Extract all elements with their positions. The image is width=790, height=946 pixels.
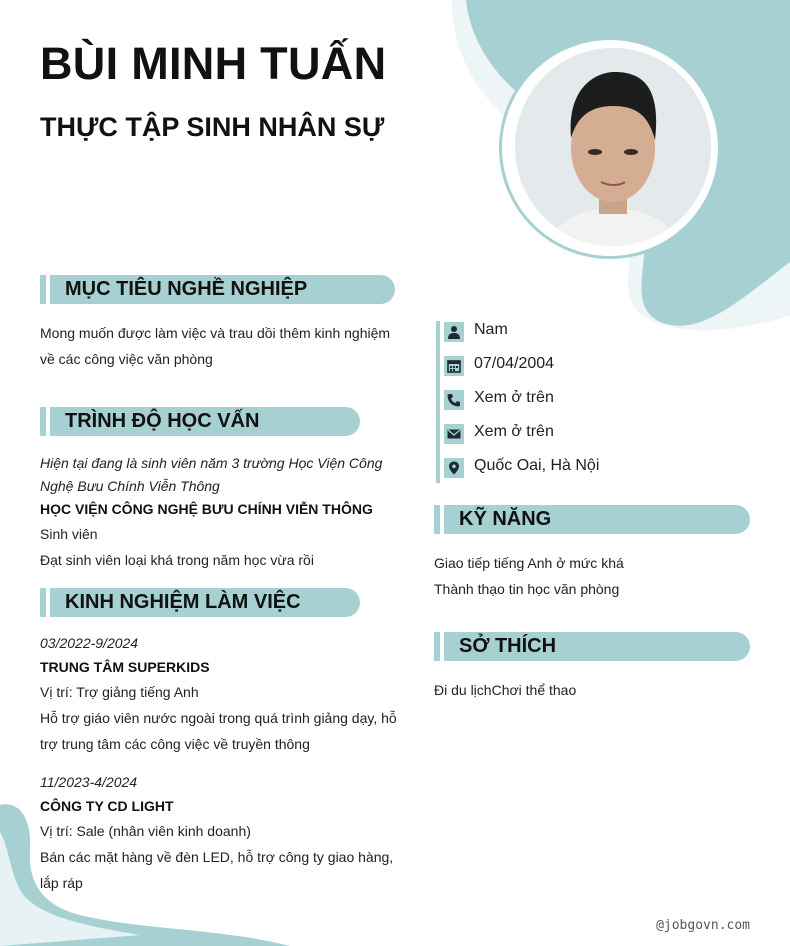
watermark: @jobgovn.com <box>656 918 750 933</box>
job-2-desc-line-1: Bán các mặt hàng về đèn LED, hỗ trợ công ty giao hàng, <box>40 849 394 865</box>
job-1-desc-line-1: Hỗ trợ giáo viên nước ngoài trong quá trình giảng dạy, hỗ <box>40 710 397 726</box>
education-note-line-1: Hiện tại đang là sinh viên năm 3 trường Học Viện Công <box>40 455 383 471</box>
section-header-experience <box>40 588 360 617</box>
phone-icon <box>444 390 464 410</box>
skills-heading: KỸ NĂNG <box>459 508 552 530</box>
job-2-desc-line-2: lắp ráp <box>40 875 83 891</box>
section-header-hobbies <box>434 632 750 661</box>
job-2-period: 11/2023-4/2024 <box>40 774 138 790</box>
skill-item-2: Thành thạo tin học văn phòng <box>434 581 620 597</box>
job-1-role: Vị trí: Trợ giảng tiếng Anh <box>40 684 199 700</box>
education-status: Sinh viên <box>40 526 98 542</box>
school-name: HỌC VIỆN CÔNG NGHỆ BƯU CHÍNH VIỄN THÔNG <box>40 501 373 517</box>
avatar <box>515 48 711 246</box>
job-1-period: 03/2022-9/2024 <box>40 635 139 651</box>
objective-line-1: Mong muốn được làm việc và trau dồi thêm kinh nghiệm <box>40 325 391 341</box>
job-1-company: TRUNG TÂM SUPERKIDS <box>40 659 210 675</box>
calendar-icon <box>444 356 464 376</box>
job-2-role: Vị trí: Sale (nhân viên kinh doanh) <box>40 823 251 839</box>
mail-icon <box>444 424 464 444</box>
info-divider <box>436 321 440 483</box>
job-title: THỰC TẬP SINH NHÂN SỰ <box>40 112 385 142</box>
education-note-line-2: Nghệ Bưu Chính Viễn Thông <box>40 478 220 494</box>
education-heading: TRÌNH ĐỘ HỌC VẤN <box>65 410 260 432</box>
skill-item-1: Giao tiếp tiếng Anh ở mức khá <box>434 555 624 571</box>
hobbies-heading: SỞ THÍCH <box>459 635 557 657</box>
birthday-value: 07/04/2004 <box>474 355 555 372</box>
hobbies-text: Đi du lịchChơi thể thao <box>434 682 577 698</box>
job-1-desc-line-2: trợ trung tâm các công việc về truyền thông <box>40 736 310 752</box>
job-2-company: CÔNG TY CD LIGHT <box>40 798 174 814</box>
objective-heading: MỤC TIÊU NGHỀ NGHIỆP <box>65 278 308 300</box>
experience-heading: KINH NGHIỆM LÀM VIỆC <box>65 591 301 613</box>
portrait-image <box>515 48 711 246</box>
person-icon <box>444 322 464 342</box>
location-pin-icon <box>444 458 464 478</box>
section-header-objective <box>40 275 395 304</box>
section-header-education <box>40 407 360 436</box>
section-header-skills <box>434 505 750 534</box>
phone-value: Xem ở trên <box>474 389 554 406</box>
address-value: Quốc Oai, Hà Nội <box>474 457 600 474</box>
objective-line-2: về các công việc văn phòng <box>40 351 213 367</box>
gender-value: Nam <box>474 321 508 338</box>
education-achievement: Đạt sinh viên loại khá trong năm học vừa rồi <box>40 552 314 568</box>
candidate-name: BÙI MINH TUẤN <box>40 38 387 89</box>
email-value: Xem ở trên <box>474 423 554 440</box>
